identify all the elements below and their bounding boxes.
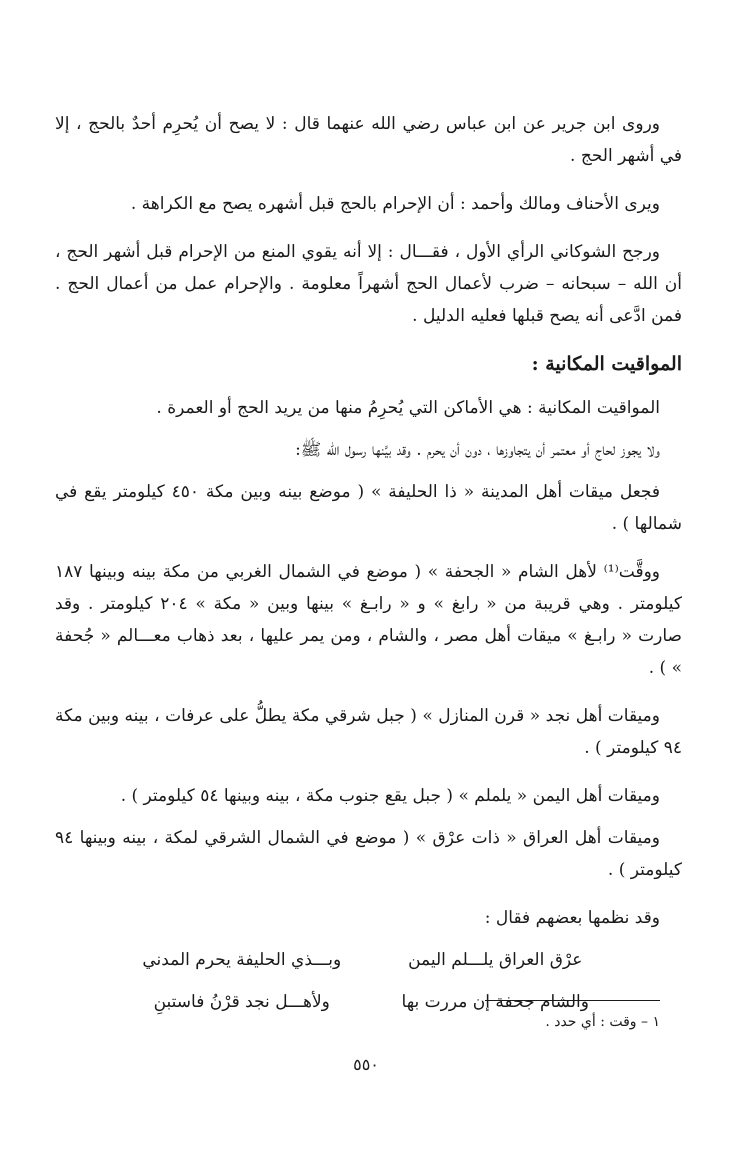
paragraph: فجعل ميقات أهل المدينة « ذا الحليفة » ( موضع بينه وبين مكة ٤٥٠ كيلومتر يقع في شمالها ) .: [55, 482, 682, 534]
main-text: [55, 108, 682, 1018]
paragraph: وقد نظمها بعضهم فقال :: [484, 908, 660, 928]
paragraph: المواقيت المكانية : هي الأماكن التي يُحرِمُ منها من يريد الحج أو العمرة .: [156, 398, 660, 418]
paragraph: وميقات أهل اليمن « يلملم » ( جبل يقع جنوب مكة ، بينه وبينها ٥٤ كيلومتر ) .: [120, 786, 660, 806]
page-number: ٥٥٠: [353, 1055, 379, 1074]
paragraph: وروى ابن جرير عن ابن عباس رضي الله عنهما قال : لا يصح أن يُحرِم أحدٌ بالحج ، إلا في أشهر الحج .: [55, 114, 682, 166]
footnote-divider: [485, 1000, 660, 1001]
paragraph: ووقَّت⁽¹⁾ لأهل الشام « الجحفة » ( موضع في الشمال الغربي من مكة بينه وبينها ١٨٧ كيلومتر . وهي قريبة من « رابغ » و « رابـغ » بينها وبين « مكة » ٢٠٤ كيلومتر . وقد صارت « رابـغ » ميقات أهل مصر ، والشام ، ومن يمر عليها ، بعد ذهاب معـــالم « جُحفة » ) .: [55, 562, 683, 678]
paragraph: ورجح الشوكاني الرأي الأول ، فقـــال : إلا أنه يقوي المنع من الإحرام قبل أشهر الحج ، أن الله – سبحانه – ضرب لأعمال الحج أشهراً معلومة . والإحرام عمل من أعمال الحج . فمن ادَّعى أنه يصح قبلها فعليه الدليل .: [55, 242, 682, 326]
paragraph: وميقات أهل العراق « ذات عرْق » ( موضع في الشمال الشرقي لمكة ، بينه وبينها ٩٤ كيلومتر ) .: [55, 828, 682, 880]
paragraph: وميقات أهل نجد « قرن المنازل » ( جبل شرقي مكة يطلُّ على عرفات ، بينه وبين مكة ٩٤ كيلومتر ) .: [55, 706, 682, 758]
paragraph: ولا يجوز لحاج أو معتمر أن يتجاوزها ، دون أن يحرم . وقد بيَّنها رسول الله ﷺ:: [295, 440, 660, 460]
footnote: ١ – وقت : أي حدد .: [545, 1014, 660, 1030]
poem-hemistich: ولأهـــل نجد قرْنُ فاستبنِ: [153, 992, 330, 1012]
section-heading: المواقيت المكانية :: [531, 353, 682, 375]
poem-hemistich: والشام جحفة إن مررت بها: [401, 992, 589, 1012]
poem-hemistich: وبـــذي الحليفة يحرم المدني: [142, 950, 342, 970]
poem: [135, 944, 602, 1018]
poem-hemistich: عرْق العراق يلـــلم اليمن: [408, 950, 583, 970]
paragraph: ويرى الأحناف ومالك وأحمد : أن الإحرام بالحج قبل أشهره يصح مع الكراهة .: [130, 194, 660, 214]
